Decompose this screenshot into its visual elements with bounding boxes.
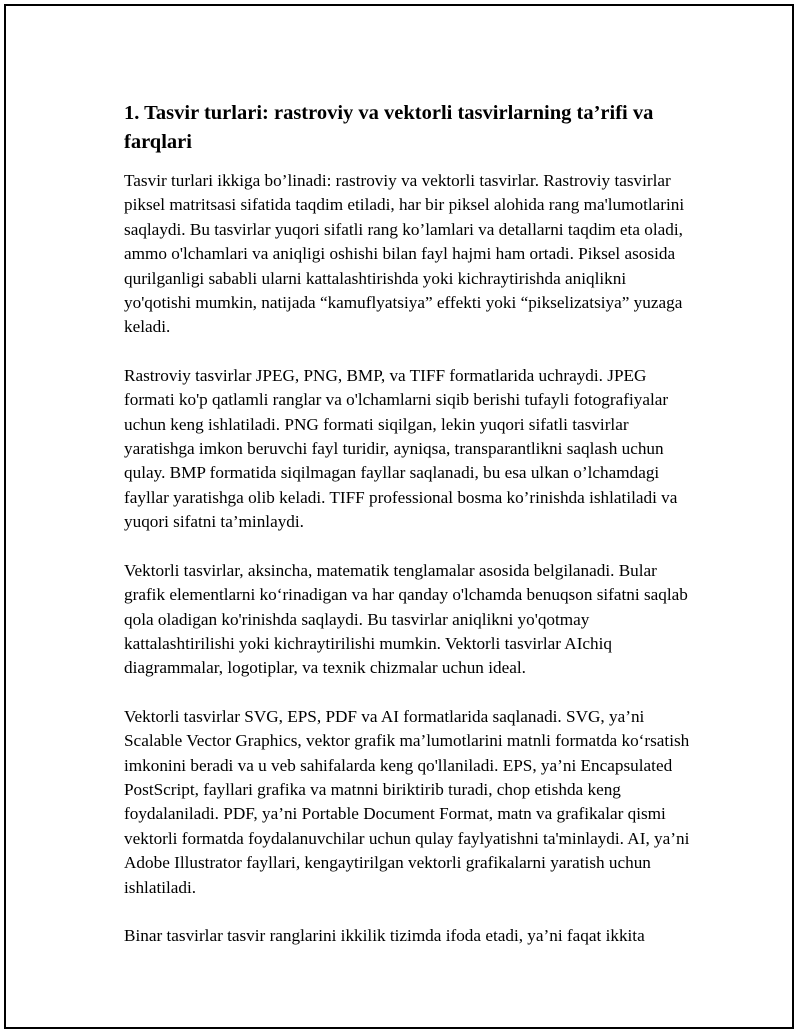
paragraph-vector-definition: Vektorli tasvirlar, aksincha, matematik tenglamalar asosida belgilanadi. Bular grafik elementlarni ko‘rinadigan va har qanday o'lchamda benuqson sifatni saqlab qola oladigan ko'rinishda saqlaydi. Bu tasvirlar aniqlikni yo'qotmay kattalashtirilishi yoki kichraytirilishi mumkin. Vektorli tasvirlar AIchiq diagrammalar, logotiplar, va texnik chizmalar uchun ideal. — [124, 560, 688, 678]
page-frame — [4, 4, 794, 1029]
paragraph-binary-images: Binar tasvirlar tasvir ranglarini ikkilik tizimda ifoda etadi, ya’ni faqat ikkita — [124, 925, 645, 945]
paragraph-vector-formats: Vektorli tasvirlar SVG, EPS, PDF va AI formatlarida saqlanadi. SVG, ya’ni Scalable Vector Graphics, vektor grafik ma’lumotlarini matnli formatda ko‘rsatish imkonini beradi va u veb sahifalarda keng qo'llaniladi. EPS, ya’ni Encapsulated PostScript, fayllari grafika va matnni biriktirib turadi, chop etishda keng foydalaniladi. PDF, ya’ni Portable Document Format, matn va grafikalar qismi vektorli formatda foydalanuvchilar uchun qulay faylyatishni ta'minlaydi. AI, ya’ni Adobe Illustrator fayllari, kengaytirilgan vektorli grafikalarni yaratish uchun ishlatiladi. — [124, 706, 690, 897]
paragraph-raster-definition: Tasvir turlari ikkiga bo’linadi: rastroviy va vektorli tasvirlar. Rastroviy tasvirlar piksel matritsasi sifatida taqdim etiladi, har bir piksel alohida rang ma'lumotlarini saqlaydi. Bu tasvirlar yuqori sifatli rang ko’lamlari va detallarni taqdim eta oladi, ammo o'lchamlari va aniqligi oshishi bilan fayl hajmi ham ortadi. Piksel asosida qurilganligi sababli ularni kattalashtirishda yoki kichraytirishda aniqlikni yo'qotishi mumkin, natijada “kamuflyatsiya” effekti yoki “pikselizatsiya” yuzaga keladi. — [124, 171, 685, 337]
document-body — [124, 99, 694, 972]
section-heading: 1. Tasvir turlari: rastroviy va vektorli tasvirlarning ta’rifi va farqlari — [124, 102, 654, 153]
paragraph-raster-formats: Rastroviy tasvirlar JPEG, PNG, BMP, va TIFF formatlarida uchraydi. JPEG formati ko'p qatlamli ranglar va o'lchamlarni siqib berishi tufayli fotografiyalar uchun keng ishlatiladi. PNG formati siqilgan, lekin yuqori sifatli tasvirlar yaratishga imkon beruvchi fayl turidir, ayniqsa, transparantlikni saqlash uchun qulay. BMP formatida siqilmagan fayllar saqlanadi, bu esa ulkan o’lchamdagi fayllar yaratishga olib keladi. TIFF professional bosma ko’rinishda ishlatiladi va yuqori sifatni ta’minlaydi. — [124, 365, 678, 532]
